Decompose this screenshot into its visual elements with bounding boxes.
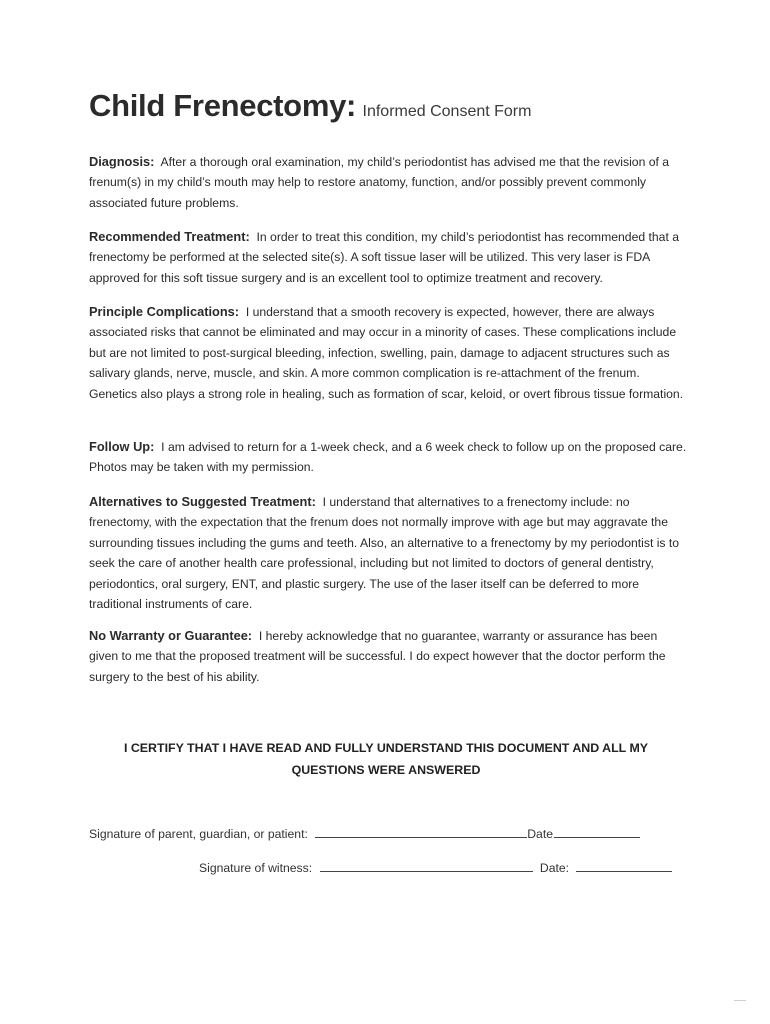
parent-date-label: Date: [527, 827, 553, 841]
section-text: I understand that alternatives to a frenectomy include: no frenectomy, with the expectation that the frenum does not normally improve with age but may aggravate the surrounding tissues including the gums and teeth. Also, an alternative to a frenectomy by my periodontist is to seek the care of another health care professional, including but not limited to doctors of general dentistry, periodontics, oral surgery, ENT, and plastic surgery. The use of the laser itself can be deferred to more traditional instruments of care.: [89, 495, 680, 612]
page-title: [89, 88, 531, 124]
section-label: Recommended Treatment:: [89, 229, 250, 244]
parent-signature-label: Signature of parent, guardian, or patient:: [89, 827, 308, 841]
section-label: Follow Up:: [89, 439, 155, 454]
title-main: Child Frenectomy:: [89, 88, 357, 123]
section-diagnosis: [89, 152, 689, 213]
section-follow-up: [89, 437, 689, 478]
section-label: Principle Complications:: [89, 304, 240, 319]
parent-date-line[interactable]: [554, 825, 640, 838]
witness-date-line[interactable]: [576, 859, 672, 872]
witness-signature-row: [199, 859, 672, 875]
certification-statement: [89, 737, 683, 781]
section-text: I am advised to return for a 1-week check, and a 6 week check to follow up on the proposed care. Photos may be taken with my permission.: [89, 440, 687, 475]
section-label: Alternatives to Suggested Treatment:: [89, 494, 316, 509]
parent-signature-row: [89, 825, 640, 841]
witness-signature-label: Signature of witness:: [199, 861, 313, 875]
section-recommended-treatment: [89, 227, 689, 288]
section-principle-complications: [89, 302, 689, 404]
witness-signature-line[interactable]: [320, 859, 533, 872]
section-text: In order to treat this condition, my child’s periodontist has recommended that a frenectomy be performed at the selected site(s). A soft tissue laser will be utilized. This very laser is FDA approved for this soft tissue surgery and is an excellent tool to optimize treatment and recovery.: [89, 230, 679, 285]
section-text: I understand that a smooth recovery is expected, however, there are always associated risks that cannot be eliminated and may occur in a minority of cases. These complications include but are not limited to post-surgical bleeding, infection, swelling, pain, damage to adjacent structures such as salivary glands, nerve, muscle, and skin. A more common complication is re-attachment of the frenum. Genetics also plays a strong role in healing, such as formation of scar, keloid, or overt fibrous tissue formation.: [89, 305, 684, 401]
witness-date-label: Date:: [539, 861, 570, 875]
certify-line-1: I CERTIFY THAT I HAVE READ AND FULLY UNDERSTAND THIS DOCUMENT AND ALL MY: [123, 741, 649, 755]
section-text: I hereby acknowledge that no guarantee, warranty or assurance has been given to me that the proposed treatment will be successful. I do expect however that the doctor perform the surgery to the best of his ability.: [89, 629, 666, 684]
section-alternatives: [89, 492, 689, 614]
title-subtitle: Informed Consent Form: [362, 103, 532, 120]
section-text: After a thorough oral examination, my child’s periodontist has advised me that the revision of a frenum(s) in my child’s mouth may help to restore anatomy, function, and/or possibly prevent commonly associated future problems.: [89, 155, 670, 210]
section-label: Diagnosis:: [89, 154, 155, 169]
section-no-warranty: [89, 626, 689, 687]
section-label: No Warranty or Guarantee:: [89, 628, 253, 643]
certify-line-2: QUESTIONS WERE ANSWERED: [291, 763, 481, 777]
scan-artifact: [734, 1000, 746, 1001]
parent-signature-line[interactable]: [315, 825, 527, 838]
